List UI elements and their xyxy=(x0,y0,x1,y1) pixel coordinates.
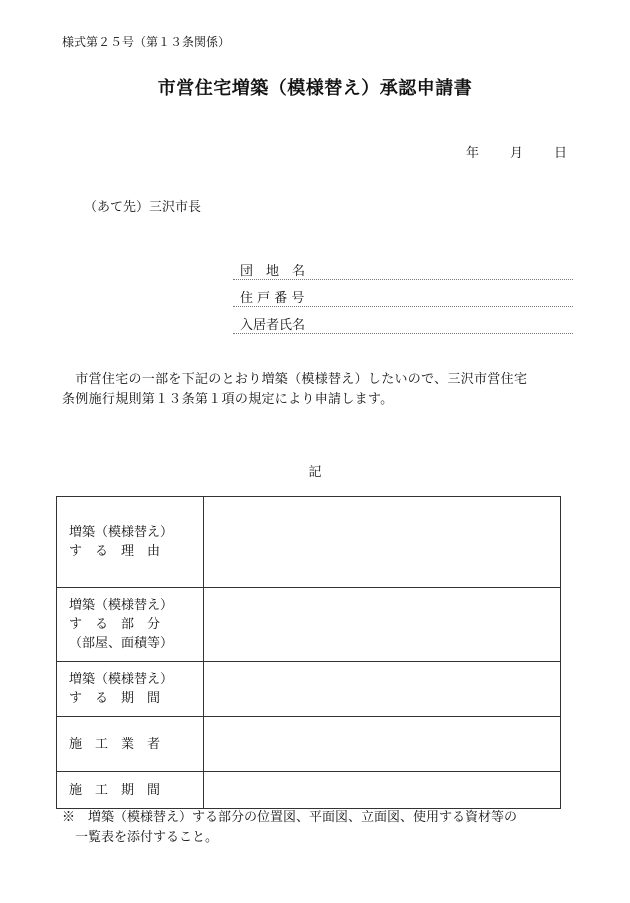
table-row xyxy=(57,497,561,588)
row-label-reason: 増築（模様替え） す る 理 由 xyxy=(57,497,204,588)
application-details-table xyxy=(56,496,561,809)
row-label-contractor: 施 工 業 者 xyxy=(57,717,204,772)
document-title: 市営住宅増築（模様替え）承認申請書 xyxy=(157,78,473,99)
row-label-period: 増築（模様替え） す る 期 間 xyxy=(57,662,204,717)
construction-period-input-cell[interactable] xyxy=(204,772,561,809)
statement-line: 市営住宅の一部を下記のとおり増築（模様替え）したいので、三沢市営住宅 xyxy=(62,372,528,387)
applicant-estate-name-field[interactable] xyxy=(233,257,573,280)
row-label-construction-period: 施 工 期 間 xyxy=(57,772,204,809)
period-input-cell[interactable] xyxy=(204,662,561,717)
row-label-part: 増築（模様替え） す る 部 分 （部屋、面積等） xyxy=(57,588,204,662)
date-month-label: 月 xyxy=(510,146,524,161)
table-row xyxy=(57,588,561,662)
table-row xyxy=(57,717,561,772)
date-day-label: 日 xyxy=(554,146,568,161)
applicant-estate-name-label: 団 地 名 xyxy=(240,264,306,279)
application-statement xyxy=(62,370,582,410)
date-year-label: 年 xyxy=(466,146,480,161)
part-input-cell[interactable] xyxy=(204,588,561,662)
applicant-unit-number-field[interactable] xyxy=(233,284,573,307)
attachment-note xyxy=(62,808,582,848)
date-field xyxy=(466,142,566,160)
note-line: 一覧表を添付すること。 xyxy=(62,830,219,845)
note-line: ※ 増築（模様替え）する部分の位置図、平面図、立面図、使用する資材等の xyxy=(62,810,518,825)
statement-line: 条例施行規則第１３条第１項の規定により申請します。 xyxy=(62,392,394,407)
table-row xyxy=(57,662,561,717)
applicant-resident-name-label: 入居者氏名 xyxy=(240,318,306,333)
addressee: （あて先）三沢市長 xyxy=(84,200,202,215)
contractor-input-cell[interactable] xyxy=(204,717,561,772)
table-row xyxy=(57,772,561,809)
reason-input-cell[interactable] xyxy=(204,497,561,588)
form-number: 様式第２５号（第１３条関係） xyxy=(62,35,231,49)
applicant-unit-number-label: 住 戸 番 号 xyxy=(240,291,305,306)
applicant-resident-name-field[interactable] xyxy=(233,311,573,334)
ki-heading: 記 xyxy=(308,465,322,480)
